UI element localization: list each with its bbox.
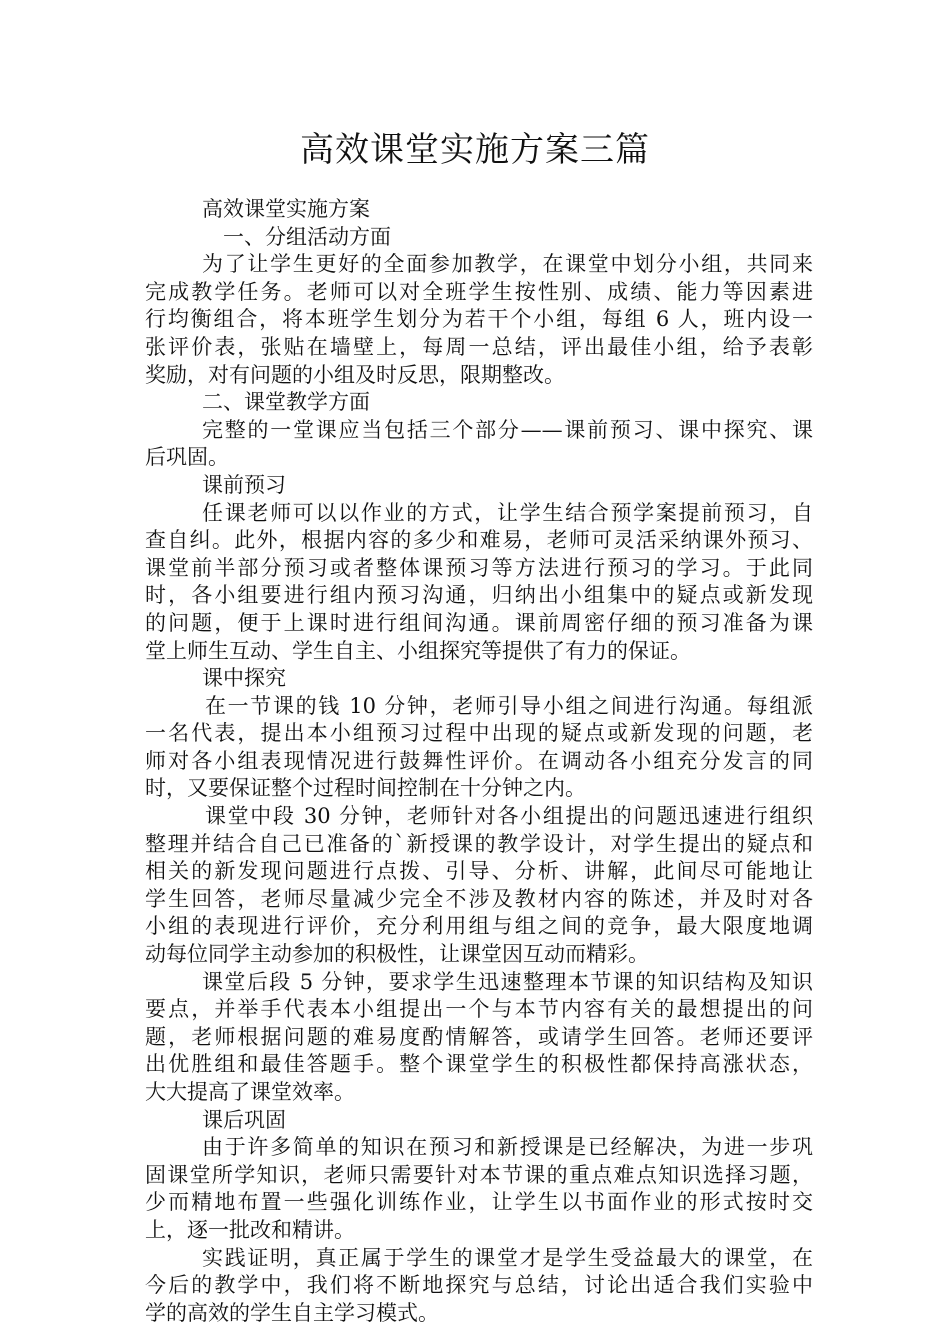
text-line: 少而精地布置一些强化训练作业，让学生以书面作业的形式按时交 [145, 1190, 813, 1215]
text-line: 在一节课的钱 10 分钟，老师引导小组之间进行沟通。每组派 [205, 693, 813, 718]
text-line: 出优胜组和最佳答题手。整个课堂学生的积极性都保持高涨状态， [145, 1052, 813, 1077]
text-line: 动每位同学主动参加的积极性，让课堂因互动而精彩。 [145, 942, 649, 967]
text-line: 整理并结合自己已准备的`新授课的教学设计，对学生提出的疑点和 [145, 831, 813, 856]
text-line: 后巩固。 [145, 445, 229, 470]
section-heading: 二、课堂教学方面 [202, 390, 370, 415]
text-line: 行均衡组合，将本班学生划分为若干个小组，每组 6 人，班内设一 [145, 307, 813, 332]
text-line: 要点，并举手代表本小组提出一个与本节内容有关的最想提出的问 [145, 997, 813, 1022]
text-line: 完成教学任务。老师可以对全班学生按性别、成绩、能力等因素进 [145, 279, 813, 304]
text-line: 学的高效的学生自主学习模式。 [145, 1300, 439, 1325]
section-heading: 课前预习 [202, 472, 286, 497]
text-line: 实践证明，真正属于学生的课堂才是学生受益最大的课堂，在 [202, 1245, 813, 1270]
section-heading: 高效课堂实施方案 [202, 197, 370, 221]
text-line: 任课老师可以以作业的方式，让学生结合预学案提前预习，自 [202, 500, 813, 525]
section-heading: 课中探究 [202, 666, 286, 691]
text-line: 课堂前半部分预习或者整体课预习等方法进行预习的学习。于此同 [145, 555, 813, 580]
text-line: 学生回答，老师尽量减少完全不涉及教材内容的陈述，并及时对各 [145, 886, 813, 911]
document-title: 高效课堂实施方案三篇 [300, 130, 650, 170]
text-line: 查自纠。此外，根据内容的多少和难易，老师可灵活采纳课外预习、 [145, 528, 813, 553]
text-line: 课堂后段 5 分钟，要求学生迅速整理本节课的知识结构及知识 [202, 969, 813, 994]
section-heading: 课后巩固 [202, 1107, 286, 1132]
text-line: 时，又要保证整个过程时间控制在十分钟之内。 [145, 776, 586, 801]
text-line: 完整的一堂课应当包括三个部分——课前预习、课中探究、课 [202, 417, 813, 442]
text-line: 小组的表现进行评价，充分利用组与组之间的竞争，最大限度地调 [145, 914, 813, 939]
text-line: 题，老师根据问题的难易度酌情解答，或请学生回答。老师还要评 [145, 1024, 813, 1049]
text-line: 为了让学生更好的全面参加教学，在课堂中划分小组，共同来 [202, 252, 813, 277]
text-line: 奖励，对有问题的小组及时反思，限期整改。 [145, 362, 565, 387]
text-line: 相关的新发现问题进行点拨、引导、分析、讲解，此间尽可能地让 [145, 859, 813, 884]
text-line: 堂上师生互动、学生自主、小组探究等提供了有力的保证。 [145, 638, 691, 663]
text-line: 由于许多简单的知识在预习和新授课是已经解决，为进一步巩 [202, 1135, 813, 1160]
document-body [145, 196, 813, 1327]
text-line: 的问题，便于上课时进行组间沟通。课前周密仔细的预习准备为课 [145, 610, 813, 635]
text-line: 大大提高了课堂效率。 [145, 1080, 355, 1104]
text-line: 课堂中段 30 分钟，老师针对各小组提出的问题迅速进行组织 [205, 804, 813, 829]
text-line: 固课堂所学知识，老师只需要针对本节课的重点难点知识选择习题， [145, 1162, 813, 1187]
text-line: 时，各小组要进行组内预习沟通，归纳出小组集中的疑点或新发现 [145, 583, 813, 608]
section-heading: 一、分组活动方面 [223, 224, 391, 249]
text-line: 一名代表，提出本小组预习过程中出现的疑点或新发现的问题，老 [145, 721, 813, 746]
text-line: 上，逐一批改和精讲。 [145, 1217, 355, 1242]
text-line: 师对各小组表现情况进行鼓舞性评价。在调动各小组充分发言的同 [145, 748, 813, 773]
text-line: 张评价表，张贴在墙壁上，每周一总结，评出最佳小组，给予表彰 [145, 334, 813, 359]
text-line: 今后的教学中，我们将不断地探究与总结，讨论出适合我们实验中 [145, 1273, 813, 1298]
